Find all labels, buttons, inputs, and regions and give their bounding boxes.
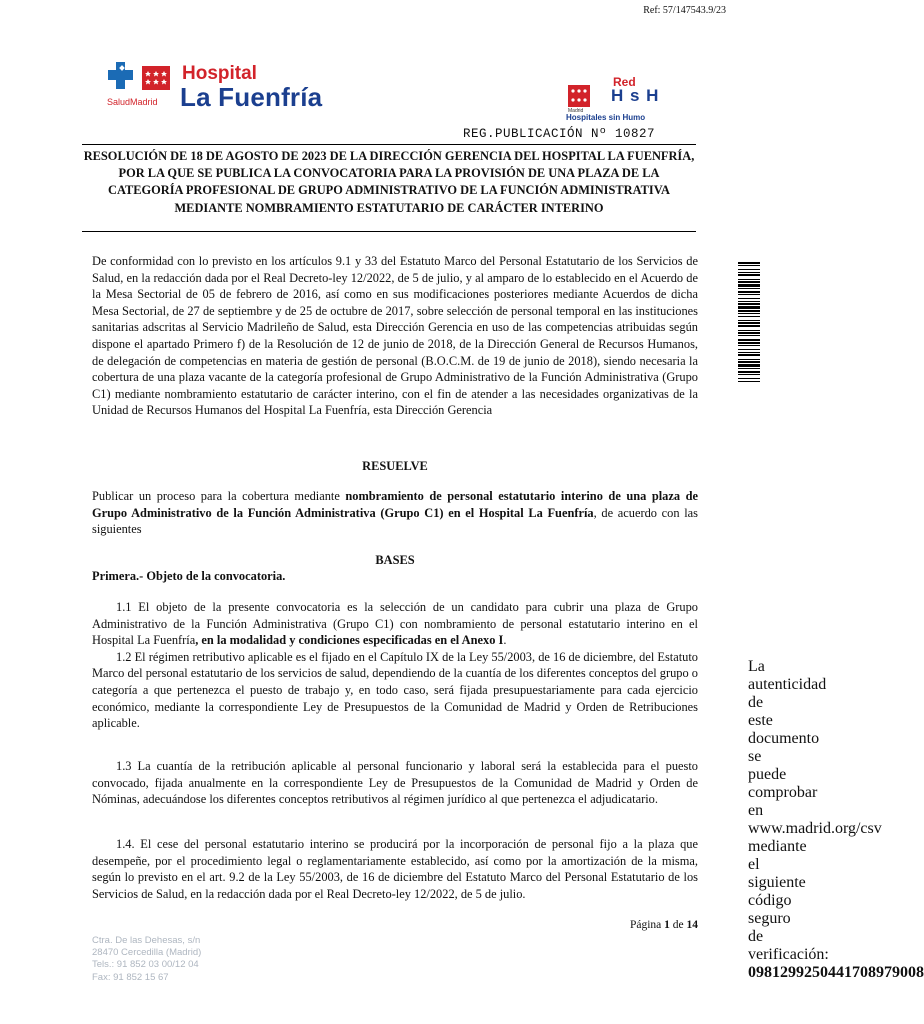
- p1-1-mid: , en la modalidad y condiciones especificadas en el: [195, 633, 462, 648]
- paragraph-1-1: [92, 599, 698, 649]
- page-sep: de: [672, 919, 684, 931]
- page-total: 14: [686, 919, 698, 931]
- page-current: 1: [664, 919, 670, 931]
- p1-1-post: .: [503, 633, 507, 648]
- section-1-paragraphs: [92, 599, 698, 732]
- footer-address: [92, 935, 201, 984]
- footer-line-3: Tels.: 91 852 03 00/12 04: [92, 959, 199, 971]
- logo-brand-name: La Fuenfría: [180, 82, 323, 112]
- resuelve-text-post: , de acuerdo con las siguientes: [92, 505, 698, 537]
- page-label: Página: [629, 919, 662, 931]
- resuelve-paragraph: [92, 488, 698, 538]
- paragraph-1-3-block: [92, 758, 698, 808]
- page-number: [630, 919, 698, 931]
- resuelve-text-bold: nombramiento de personal estatutario interino de una plaza de Grupo Administrativo de la Función Administrativa (Grupo C1) en el Hospital La Fuenfría: [92, 489, 698, 520]
- salud-madrid-emblem-icon: [106, 62, 176, 98]
- registro-publicacion: REG.PUBLICACIÓN Nº 10827: [463, 127, 656, 141]
- csv-code: 0981299250441708979008: [748, 964, 924, 981]
- primera-heading: Primera.- Objeto de la convocatoria.: [92, 569, 286, 583]
- paragraph-1-4-block: [92, 836, 698, 902]
- resuelve-text-pre: Publicar un proceso para la cobertura mediante: [92, 489, 346, 503]
- logo-brand-hospital: Hospital: [182, 63, 257, 84]
- logo-sin-humo-label: Hospitales sin Humo: [566, 113, 646, 122]
- paragraph-1-2: 1.2 El régimen retributivo aplicable es el fijado en el Capítulo IX de la Ley 55/2003, de 16 de diciembre, del Estatuto Marco del personal estatutario de los servicios de salud, dependiendo de la cuantía de los diferentes conceptos del grupo o categoría a que pertenezca el puesto de trabajo y, en todo caso, será fijada presupuestariamente para cada ejercicio económico, mediante la correspondiente Ley de Presupuestos de la Comunidad de Madrid y Orden de Retribuciones aplicable.: [92, 649, 698, 731]
- resuelve-heading: RESUELVE: [362, 459, 428, 473]
- p1-1-pre: 1.1 El objeto de la presente convocatoria es la selección de un candidato para cubrir una plaza de Grupo Administrativo de la Función Administrativa (Grupo C1) con nombramiento de personal estatutario interino en el Hospital La Fuenfría: [92, 600, 698, 648]
- hospital-logo: [106, 62, 346, 112]
- csv-line-2-pre: mediante el siguiente código seguro de verificación:: [748, 838, 829, 963]
- p1-1-anexo: Anexo I: [461, 633, 504, 648]
- madrid-flag-icon: [568, 85, 590, 107]
- document-title: RESOLUCIÓN DE 18 DE AGOSTO DE 2023 DE LA DIRECCIÓN GERENCIA DEL HOSPITAL LA FUENFRÍA, POR LA QUE SE PUBLICA LA CONVOCATORIA PARA LA PROVISIÓN DE UNA PLAZA DE LA CATEGORÍA PROFESIONAL DE GRUPO ADMINISTRATIVO DE LA FUNCIÓN ADMINISTRATIVA MEDIANTE NOMBRAMIENTO ESTATUTARIO DE CARÁCTER INTERINO: [82, 144, 696, 232]
- bases-heading: BASES: [375, 553, 415, 567]
- hospitales-sin-humo-logo: [566, 75, 670, 125]
- logo-madrid-label: Madrid: [568, 108, 584, 114]
- paragraph-1-3: 1.3 La cuantía de la retribución aplicable al personal funcionario y laboral será la establecida para el puesto convocado, fijada anualmente en la correspondiente Ley de Presupuestos de la Comunidad de Madrid y Orden de Nóminas, adecuándose los diferentes conceptos retributivos al régimen jurídico al que pertenezca el adjudicatario.: [92, 759, 698, 807]
- paragraph-1-4: 1.4. El cese del personal estatutario interino se producirá por la incorporación de personal fijo a la plaza que desempeñe, por el procedimiento legal o reglamentariamente establecido, así como por la amortización de la misma, según lo previsto en el art. 9.2 de la Ley 55/2003, de 16 de diciembre del Estatuto Marco del Personal Estatutario de los Servicios de Salud, en la redacción dada por el Real Decreto-ley 12/2022, de 5 de julio.: [92, 837, 698, 901]
- document-reference: Ref: 57/147543.9/23: [643, 5, 726, 16]
- footer-line-1: Ctra. De las Dehesas, s/n: [92, 935, 201, 946]
- footer-line-2: 28470 Cercedilla (Madrid): [92, 947, 202, 959]
- footer-line-4: Fax: 91 852 15 67: [92, 971, 169, 983]
- salud-madrid-label: SaludMadrid: [107, 97, 158, 107]
- intro-text: De conformidad con lo previsto en los artículos 9.1 y 33 del Estatuto Marco del Personal Estatutario de los Servicios de Salud, en la redacción dada por el Real Decreto-ley 12/2022, de 5 de julio, y al amparo de lo establecido en el Acuerdo de la Mesa Sectorial de 05 de febrero de 2016, así como en sus modificaciones posteriores mediante Acuerdos de dicha Mesa Sectorial, de 27 de septiembre y de 25 de octubre de 2017, sobre selección de personal temporal en las instituciones sanitarias adscritas al Servicio Madrileño de Salud, esta Dirección Gerencia en uso de las competencias atribuidas según dispone el apartado Primero f) de la Resolución de 12 de junio de 2018, de la Dirección General de Recursos Humanos, de delegación de competencias en materia de gestión de personal (B.O.C.M. de 19 de junio de 2018), siendo necesaria la cobertura de una plaza vacante de la categoría profesional de Grupo Administrativo de la Función Administrativa (Grupo C1) mediante nombramiento estatutario de carácter interino, con el fin de atender a las necesidades organizativas de la Unidad de Recursos Humanos del Hospital La Fuenfría, esta Dirección Gerencia: [92, 254, 698, 418]
- verification-barcode-icon: [738, 262, 760, 382]
- intro-paragraph: [92, 253, 698, 419]
- logo-hsh-mark: H s H: [611, 86, 660, 105]
- logo-red-label: Red: [613, 75, 636, 89]
